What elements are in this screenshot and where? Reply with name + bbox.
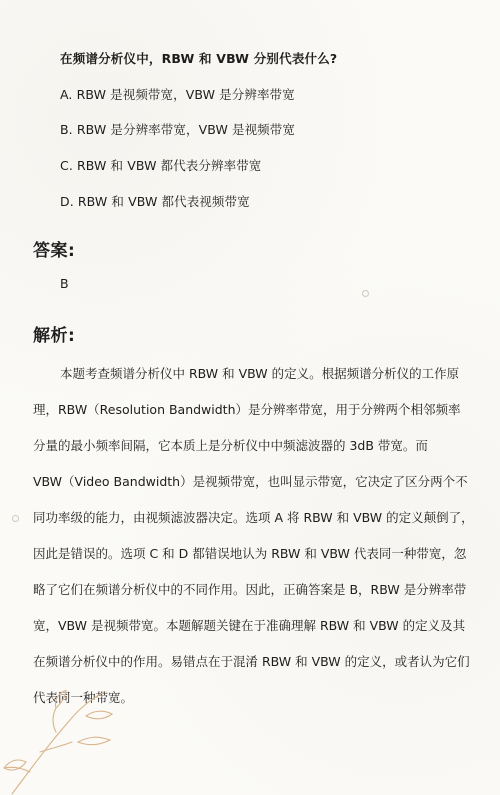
analysis-line: 同功率级的能力，由视频滤波器决定。选项 A 将 RBW 和 VBW 的定义颠倒了， — [33, 510, 474, 525]
analysis-line: 宽，VBW 是视频带宽。本题解题关键在于准确理解 RBW 和 VBW 的定义及其 — [33, 618, 466, 633]
paper-speck — [12, 515, 19, 522]
option-d: D. RBW 和 VBW 都代表视频带宽 — [60, 194, 250, 209]
question-stem: 在频谱分析仪中，RBW 和 VBW 分别代表什么? — [60, 51, 338, 66]
analysis-line: 本题考查频谱分析仪中 RBW 和 VBW 的定义。根据频谱分析仪的工作原 — [60, 366, 460, 381]
analysis-body — [33, 356, 473, 716]
answer-value: B — [60, 276, 69, 291]
option-a: A. RBW 是视频带宽，VBW 是分辨率带宽 — [60, 87, 295, 102]
analysis-line: 分量的最小频率间隔，它本质上是分析仪中中频滤波器的 3dB 带宽。而 — [33, 438, 428, 453]
analysis-line: 代表同一种带宽。 — [33, 690, 134, 705]
analysis-line: 因此是错误的。选项 C 和 D 都错误地认为 RBW 和 VBW 代表同一种带宽，忽 — [33, 546, 467, 561]
analysis-heading: 解析: — [33, 326, 76, 346]
answer-heading: 答案: — [33, 241, 76, 261]
analysis-line: 理，RBW（Resolution Bandwidth）是分辨率带宽，用于分辨两个相邻频率 — [33, 402, 461, 417]
branch-illustration-icon — [0, 690, 130, 795]
option-b: B. RBW 是分辨率带宽，VBW 是视频带宽 — [60, 122, 295, 137]
paper-speck — [362, 290, 369, 297]
analysis-line: VBW（Video Bandwidth）是视频带宽，也叫显示带宽，它决定了区分两个不 — [33, 474, 468, 489]
analysis-line: 略了它们在频谱分析仪中的不同作用。因此，正确答案是 B，RBW 是分辨率带 — [33, 582, 467, 597]
option-c: C. RBW 和 VBW 都代表分辨率带宽 — [60, 158, 262, 173]
analysis-line: 在频谱分析仪中的作用。易错点在于混淆 RBW 和 VBW 的定义，或者认为它们 — [33, 654, 470, 669]
